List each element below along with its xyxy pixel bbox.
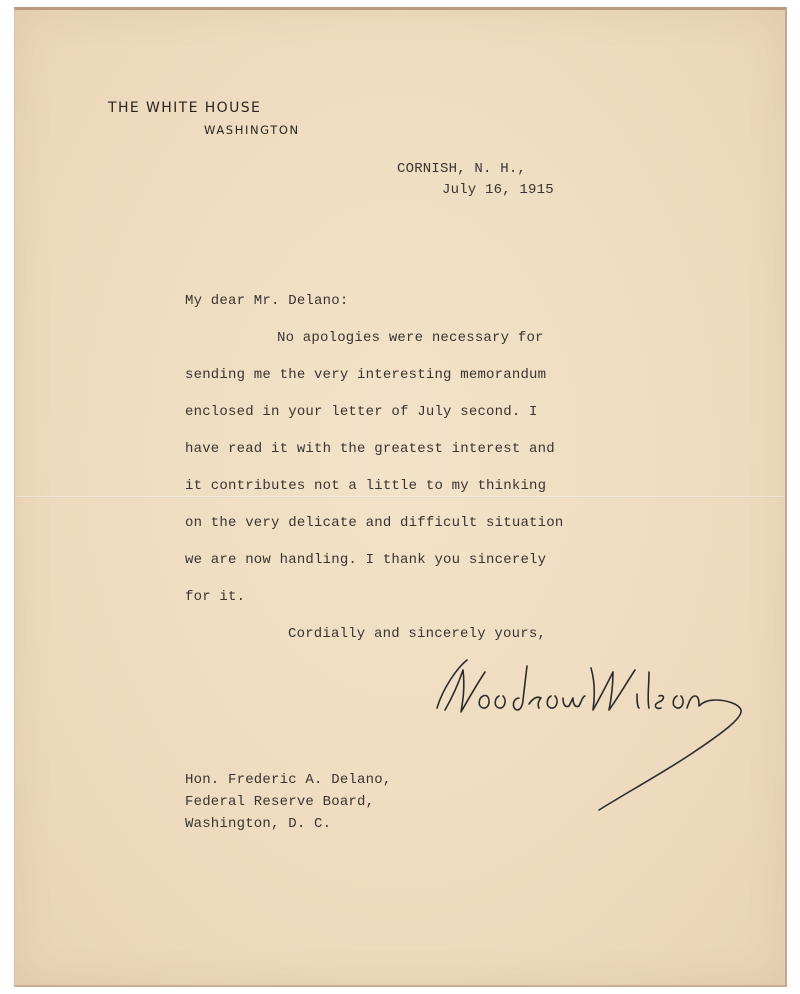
body-line: we are now handling. I thank you sincerely — [185, 552, 547, 568]
salutation: My dear Mr. Delano: — [185, 293, 349, 309]
body-line: No apologies were necessary for — [277, 330, 544, 346]
dateline-place: CORNISH, N. H., — [397, 161, 527, 177]
dateline-date: July 16, 1915 — [442, 182, 554, 198]
handwritten-signature — [423, 648, 743, 818]
body-line: have read it with the greatest interest and — [185, 441, 555, 457]
closing: Cordially and sincerely yours, — [288, 626, 547, 642]
body-line: for it. — [185, 589, 246, 605]
body-line: enclosed in your letter of July second. I — [185, 404, 538, 420]
body-line: on the very delicate and difficult situation — [185, 515, 564, 531]
recipient-name: Hon. Frederic A. Delano, — [185, 772, 392, 788]
letterhead-title: THE WHITE HOUSE — [108, 100, 262, 116]
body-line: sending me the very interesting memorandum — [185, 367, 547, 383]
recipient-organization: Federal Reserve Board, — [185, 794, 375, 810]
signature-icon — [423, 648, 743, 818]
paper-fold-crease — [15, 496, 785, 498]
body-line: it contributes not a little to my thinking — [185, 478, 547, 494]
letterhead-subtitle: WASHINGTON — [204, 123, 300, 137]
recipient-city: Washington, D. C. — [185, 816, 332, 832]
letter-sheet — [14, 7, 787, 987]
